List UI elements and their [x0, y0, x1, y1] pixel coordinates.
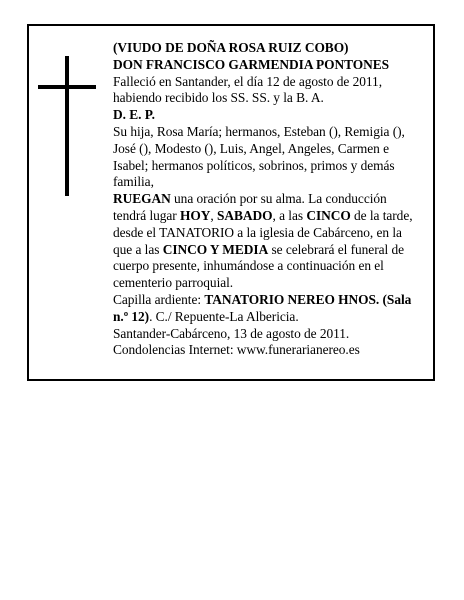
capilla-line: Capilla ardiente: TANATORIO NEREO HNOS. (Sala n.º 12). C./ Repuente-La Albericia. — [113, 291, 412, 324]
deceased-name: DON FRANCISCO GARMENDIA PONTONES — [113, 56, 390, 72]
cross-icon — [65, 56, 69, 196]
date-line: Santander-Cabárceno, 13 de agosto de 2011. — [113, 325, 350, 341]
obituary-text — [113, 40, 421, 359]
family-list: Su hija, Rosa María; hermanos, Esteban (), Remigia (), José (), Modesto (), Luis, Angel, Angeles, Carmen e Isabel; hermanos políticos, sobrinos, primos y demás familia, — [113, 123, 405, 190]
cross-icon-bar — [38, 85, 96, 89]
funeral-details: RUEGAN una oración por su alma. La conducción tendrá lugar HOY, SABADO, a las CINCO de la tarde, desde el TANATORIO a la iglesia de Cabárceno, en la que a las CINCO Y MEDIA se celebrará el funeral de cuerpo presente, inhumándose a continuación en el cementerio parroquial. — [113, 191, 413, 291]
condolences-line: Condolencias Internet: www.funerarianereo.es — [113, 342, 360, 358]
death-announcement: Falleció en Santander, el día 12 de agosto de 2011, habiendo recibido los SS. SS. y la B. A. — [113, 73, 382, 106]
dep-line: D. E. P. — [113, 107, 155, 123]
widower-line: (VIUDO DE DOÑA ROSA RUIZ COBO) — [113, 40, 349, 55]
